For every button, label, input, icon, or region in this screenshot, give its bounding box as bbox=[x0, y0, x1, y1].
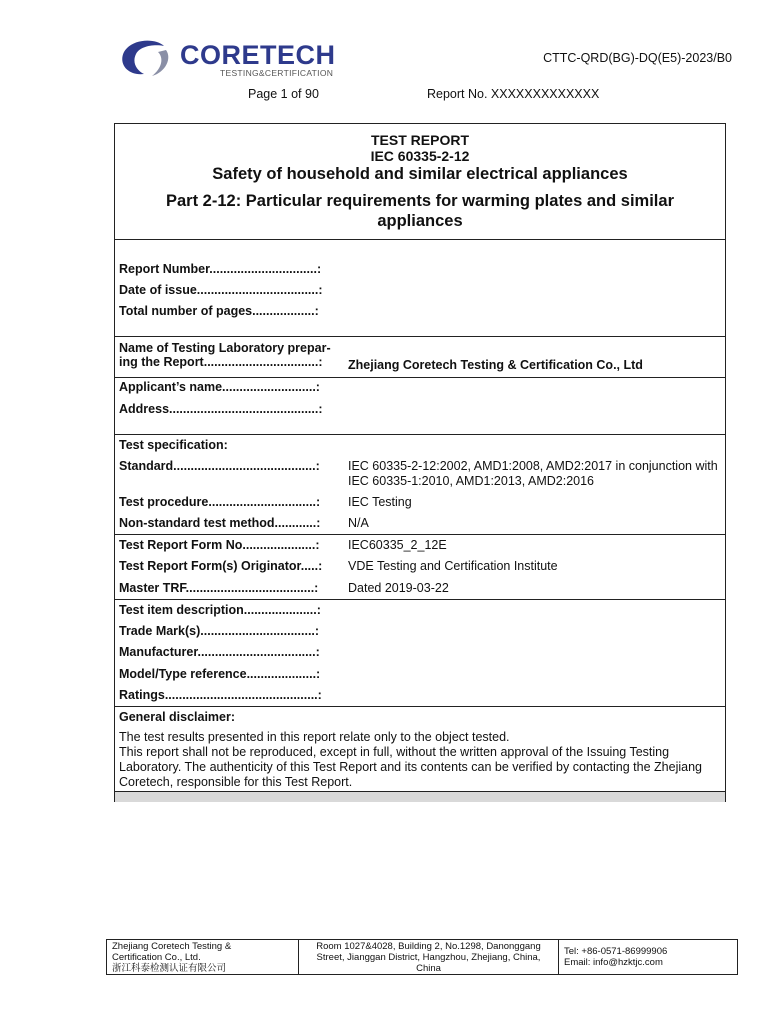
subject-title: Safety of household and similar electrical appliances bbox=[212, 165, 628, 183]
date-of-issue-label: Date of issue...................................: bbox=[119, 283, 323, 297]
test-spec-label: Test specification: bbox=[119, 438, 228, 452]
master-trf-value: Dated 2019-03-22 bbox=[348, 581, 449, 595]
report-number-label: Report Number...............................: bbox=[119, 262, 322, 276]
footer-tel: Tel: +86-0571-86999906 bbox=[564, 946, 668, 957]
footer-company bbox=[107, 940, 299, 974]
master-trf-label: Master TRF.....................................: bbox=[119, 581, 319, 595]
footer-address-line: Room 1027&4028, Building 2, No.1298, Danonggang bbox=[316, 941, 541, 952]
trf-originator-label: Test Report Form(s) Originator.....: bbox=[119, 559, 323, 573]
logo-wordmark: CORETECH bbox=[180, 40, 336, 70]
total-pages-label: Total number of pages..................: bbox=[119, 304, 319, 318]
disclaimer-title: General disclaimer: bbox=[119, 710, 236, 724]
report-title: TEST REPORT bbox=[370, 132, 469, 148]
divider bbox=[115, 239, 725, 240]
report-number-header: Report No. XXXXXXXXXXXXX bbox=[427, 87, 600, 101]
item-description-label: Test item description.....................: bbox=[119, 603, 321, 617]
footer-company-line: Zhejiang Coretech Testing & bbox=[112, 941, 232, 952]
coretech-logo-icon bbox=[118, 38, 176, 78]
divider bbox=[115, 434, 725, 435]
non-standard-value: N/A bbox=[348, 516, 369, 530]
lab-name-label: Name of Testing Laboratory prepar- bbox=[119, 341, 331, 355]
footer-company-line: Certification Co., Ltd. bbox=[112, 952, 201, 963]
address-label: Address...........................................: bbox=[119, 402, 323, 416]
standard-value: IEC 60335-2-12:2002, AMD1:2008, AMD2:2017 in conjunction with IEC 60335-1:2010, AMD1:2013, AMD2:2016 bbox=[348, 459, 718, 488]
page-number: Page 1 of 90 bbox=[248, 87, 319, 101]
divider bbox=[115, 377, 725, 378]
model-label: Model/Type reference....................: bbox=[119, 667, 321, 681]
test-procedure-value: IEC Testing bbox=[348, 495, 412, 509]
footer-company-chinese: 浙江科泰检测认证有限公司 bbox=[112, 963, 227, 974]
footer-address-line: China bbox=[416, 963, 441, 974]
test-report-form bbox=[114, 123, 726, 802]
trade-marks-label: Trade Mark(s).................................: bbox=[119, 624, 320, 638]
non-standard-label: Non-standard test method............: bbox=[119, 516, 321, 530]
part-title: Part 2-12: Particular requirements for warming plates and similar appliances bbox=[165, 192, 674, 230]
standard-label: Standard.........................................: bbox=[119, 459, 320, 473]
page-footer bbox=[106, 939, 738, 975]
lab-name-value: Zhejiang Coretech Testing & Certification Co., Ltd bbox=[348, 358, 643, 372]
divider bbox=[115, 336, 725, 337]
trf-number-value: IEC60335_2_12E bbox=[348, 538, 447, 552]
disclaimer-text: The test results presented in this report relate only to the object tested. This report shall not be reproduced, except in full, without the written approval of the Issuing Testing Laboratory. The authenticity of this Test Report and its contents can be verified by contacting the Zhejiang Coretech, responsible for this Test Report. bbox=[119, 730, 702, 789]
footer-address bbox=[299, 940, 559, 974]
lab-name-label-cont: ing the Report.................................: bbox=[119, 355, 323, 369]
applicant-label: Applicant’s name...........................: bbox=[119, 380, 320, 394]
divider bbox=[115, 534, 725, 535]
divider bbox=[115, 706, 725, 707]
document-code: CTTC-QRD(BG)-DQ(E5)-2023/B0 bbox=[543, 51, 732, 65]
trf-originator-value: VDE Testing and Certification Institute bbox=[348, 559, 558, 573]
trf-number-label: Test Report Form No.....................: bbox=[119, 538, 320, 552]
logo-tagline: TESTING&CERTIFICATION bbox=[220, 68, 334, 78]
footer-email: Email: info@hzktjc.com bbox=[564, 957, 663, 968]
footer-contact bbox=[559, 940, 737, 974]
manufacturer-label: Manufacturer..................................: bbox=[119, 645, 320, 659]
divider bbox=[115, 599, 725, 600]
footer-address-line: Street, Jianggan District, Hangzhou, Zhejiang, China, bbox=[316, 952, 541, 963]
ratings-label: Ratings............................................: bbox=[119, 688, 322, 702]
bottom-shaded-row bbox=[115, 791, 725, 802]
test-procedure-label: Test procedure...............................: bbox=[119, 495, 321, 509]
company-logo bbox=[118, 38, 338, 80]
standard-title: IEC 60335-2-12 bbox=[370, 148, 470, 164]
